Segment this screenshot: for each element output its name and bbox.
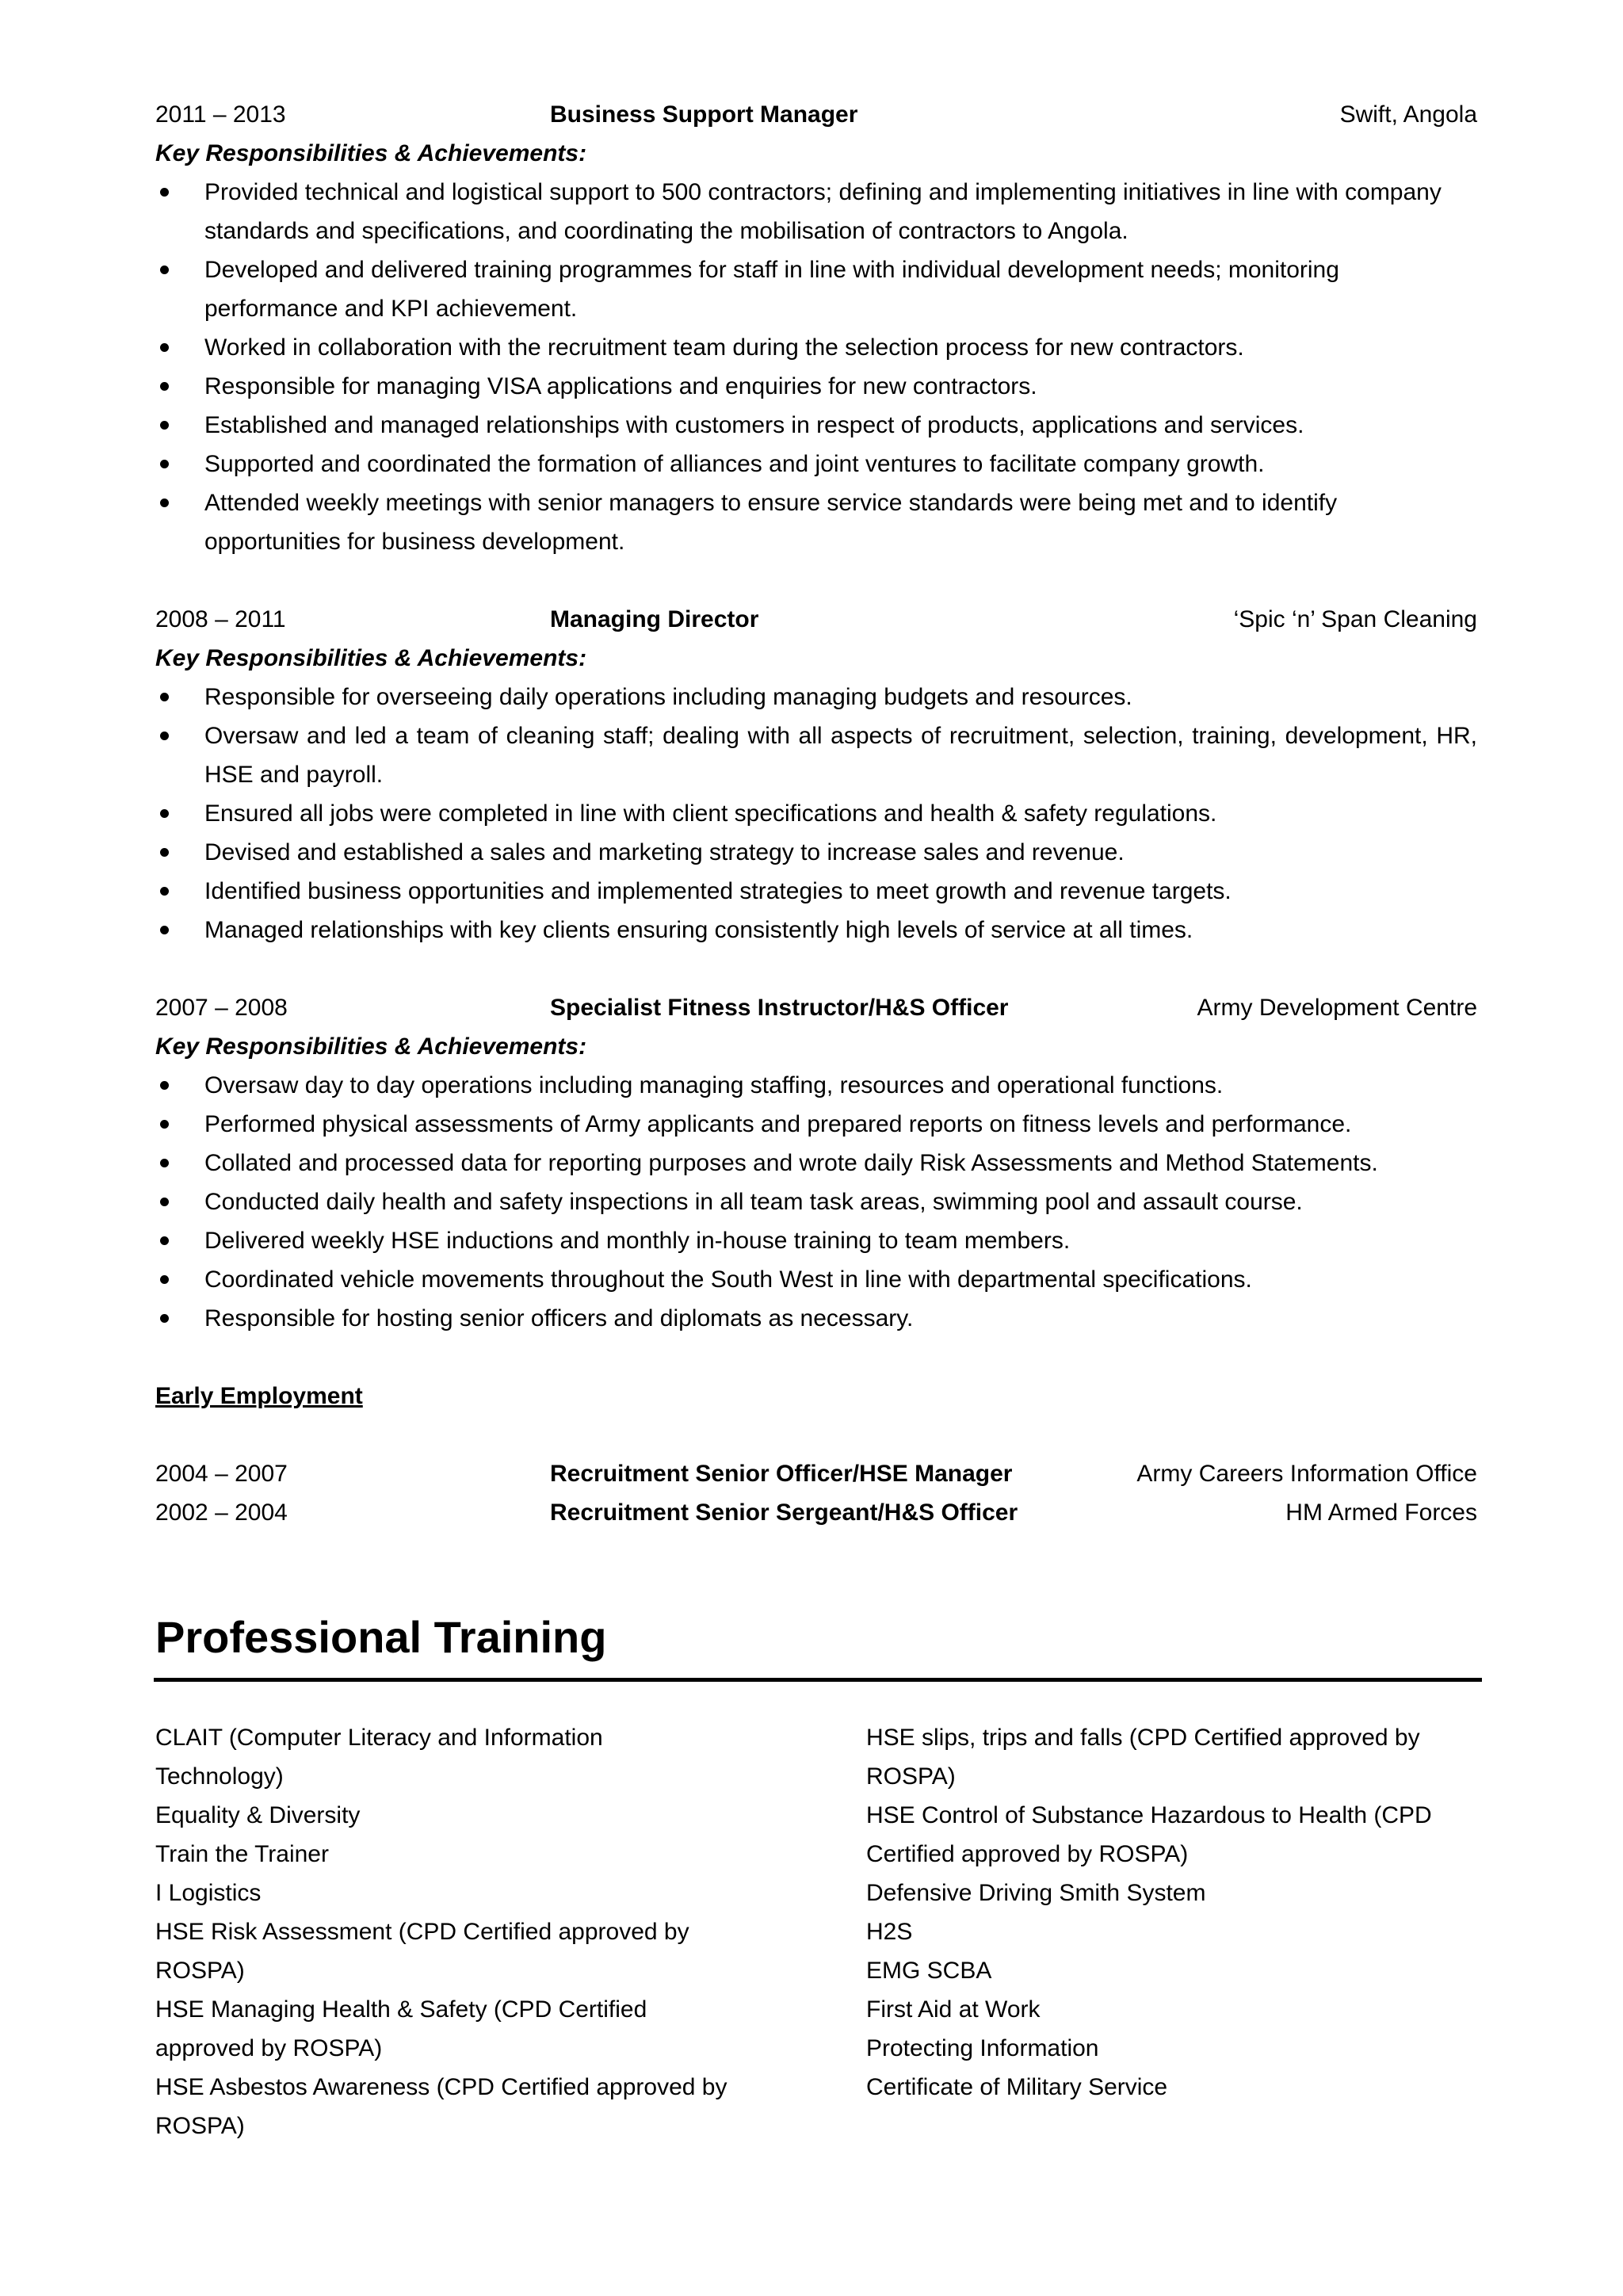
list-item-text: Established and managed relationships with customers in respect of products, applications and services. bbox=[204, 412, 1304, 438]
list-item bbox=[155, 250, 1477, 328]
training-item: CLAIT (Computer Literacy and Information Technology) bbox=[155, 1725, 603, 1790]
job-dates: 2008 – 2011 bbox=[155, 606, 286, 632]
training-item: HSE Risk Assessment (CPD Certified approved by ROSPA) bbox=[155, 1919, 689, 1984]
bullet-icon bbox=[160, 1081, 169, 1090]
bullet-icon bbox=[160, 343, 169, 352]
list-item bbox=[155, 173, 1477, 250]
bullet-icon bbox=[160, 188, 169, 197]
list-item bbox=[155, 1066, 1477, 1105]
list-item-text: Performed physical assessments of Army applicants and prepared reports on fitness levels and performance. bbox=[204, 1111, 1352, 1137]
bullet-icon bbox=[160, 693, 169, 701]
list-item bbox=[155, 678, 1477, 716]
bullet-icon bbox=[160, 848, 169, 857]
bullet-icon bbox=[160, 809, 169, 818]
job-title: Specialist Fitness Instructor/H&S Officer bbox=[550, 995, 1009, 1021]
training-item: Defensive Driving Smith System bbox=[866, 1880, 1206, 1906]
list-item bbox=[155, 445, 1477, 483]
section-title-professional-training: Professional Training bbox=[154, 1610, 1482, 1682]
job-entry bbox=[155, 988, 1477, 1338]
job-entry bbox=[155, 600, 1477, 949]
list-item bbox=[155, 1260, 1477, 1299]
cv-page bbox=[155, 95, 1477, 2145]
list-item-text: Coordinated vehicle movements throughout the South West in line with departmental specifications. bbox=[204, 1266, 1252, 1293]
training-item: HSE Asbestos Awareness (CPD Certified approved by ROSPA) bbox=[155, 2074, 727, 2139]
bullet-icon bbox=[160, 1120, 169, 1129]
list-item-text: Devised and established a sales and marketing strategy to increase sales and revenue. bbox=[204, 839, 1125, 865]
list-item-text: Identified business opportunities and implemented strategies to meet growth and revenue targets. bbox=[204, 878, 1232, 904]
list-item bbox=[155, 406, 1477, 445]
list-item bbox=[155, 716, 1477, 794]
list-item bbox=[155, 1221, 1477, 1260]
job-header bbox=[155, 600, 1477, 639]
job-title: Recruitment Senior Sergeant/H&S Officer bbox=[550, 1499, 1018, 1526]
bullet-icon bbox=[160, 732, 169, 740]
training-item: Equality & Diversity bbox=[155, 1802, 361, 1828]
list-item bbox=[155, 1299, 1477, 1338]
training-item: First Aid at Work bbox=[866, 1996, 1041, 2023]
list-item bbox=[155, 1144, 1477, 1182]
training-item: HSE slips, trips and falls (CPD Certified approved by ROSPA) bbox=[866, 1725, 1420, 1790]
training-column-left bbox=[155, 1718, 866, 2145]
training-item: HSE Control of Substance Hazardous to Health (CPD Certified approved by ROSPA) bbox=[866, 1802, 1432, 1867]
training-item: Protecting Information bbox=[866, 2035, 1099, 2061]
training-item: Train the Trainer bbox=[155, 1841, 329, 1867]
bullet-icon bbox=[160, 421, 169, 430]
job-title: Managing Director bbox=[550, 606, 759, 632]
early-employment-row bbox=[155, 1454, 1477, 1493]
list-item bbox=[155, 367, 1477, 406]
early-employment-heading: Early Employment bbox=[155, 1383, 363, 1409]
early-employment-row bbox=[155, 1493, 1477, 1532]
training-item: H2S bbox=[866, 1919, 913, 1945]
training-list bbox=[155, 1718, 1477, 2145]
job-dates: 2002 – 2004 bbox=[155, 1499, 288, 1526]
list-item-text: Worked in collaboration with the recruitment team during the selection process for new contractors. bbox=[204, 334, 1244, 361]
list-item-text: Supported and coordinated the formation of alliances and joint ventures to facilitate company growth. bbox=[204, 451, 1265, 477]
list-item bbox=[155, 794, 1477, 833]
list-item bbox=[155, 872, 1477, 911]
list-item-text: Developed and delivered training programmes for staff in line with individual development needs; monitoring performance and KPI achievement. bbox=[204, 257, 1339, 322]
list-item-text: Attended weekly meetings with senior managers to ensure service standards were being met and to identify opportunities for business development. bbox=[204, 490, 1338, 555]
list-item-text: Responsible for hosting senior officers and diplomats as necessary. bbox=[204, 1305, 914, 1331]
responsibilities-list bbox=[155, 173, 1477, 561]
list-item bbox=[155, 911, 1477, 949]
bullet-icon bbox=[160, 460, 169, 468]
list-item-text: Responsible for overseeing daily operations including managing budgets and resources. bbox=[204, 684, 1132, 710]
responsibilities-heading: Key Responsibilities & Achievements: bbox=[155, 645, 587, 671]
list-item bbox=[155, 328, 1477, 367]
bullet-icon bbox=[160, 1159, 169, 1167]
job-company: HM Armed Forces bbox=[1285, 1499, 1477, 1526]
training-item: HSE Managing Health & Safety (CPD Certified approved by ROSPA) bbox=[155, 1996, 647, 2061]
job-dates: 2011 – 2013 bbox=[155, 101, 286, 128]
job-header bbox=[155, 988, 1477, 1027]
job-company: ‘Spic ‘n’ Span Cleaning bbox=[1233, 606, 1477, 632]
job-title: Business Support Manager bbox=[550, 101, 858, 128]
bullet-icon bbox=[160, 1198, 169, 1206]
training-item: Certificate of Military Service bbox=[866, 2074, 1168, 2100]
responsibilities-list bbox=[155, 1066, 1477, 1338]
job-company: Army Careers Information Office bbox=[1136, 1461, 1477, 1487]
bullet-icon bbox=[160, 382, 169, 391]
list-item bbox=[155, 483, 1477, 561]
list-item-text: Conducted daily health and safety inspections in all team task areas, swimming pool and assault course. bbox=[204, 1189, 1303, 1215]
list-item-text: Oversaw day to day operations including managing staffing, resources and operational functions. bbox=[204, 1072, 1224, 1098]
list-item-text: Responsible for managing VISA applications and enquiries for new contractors. bbox=[204, 373, 1037, 399]
bullet-icon bbox=[160, 266, 169, 274]
bullet-icon bbox=[160, 1236, 169, 1245]
list-item-text: Managed relationships with key clients ensuring consistently high levels of service at all times. bbox=[204, 917, 1193, 943]
list-item-text: Ensured all jobs were completed in line with client specifications and health & safety regulations. bbox=[204, 800, 1217, 827]
responsibilities-heading: Key Responsibilities & Achievements: bbox=[155, 1033, 587, 1060]
training-item: I Logistics bbox=[155, 1880, 262, 1906]
list-item-text: Collated and processed data for reporting purposes and wrote daily Risk Assessments and Method Statements. bbox=[204, 1150, 1378, 1176]
job-header bbox=[155, 95, 1477, 134]
job-dates: 2007 – 2008 bbox=[155, 995, 288, 1021]
list-item-text: Delivered weekly HSE inductions and monthly in-house training to team members. bbox=[204, 1228, 1071, 1254]
bullet-icon bbox=[160, 926, 169, 934]
bullet-icon bbox=[160, 499, 169, 507]
job-company: Army Development Centre bbox=[1197, 995, 1477, 1021]
responsibilities-list bbox=[155, 678, 1477, 949]
job-dates: 2004 – 2007 bbox=[155, 1461, 288, 1487]
bullet-icon bbox=[160, 1314, 169, 1323]
training-item: EMG SCBA bbox=[866, 1958, 992, 1984]
job-entry bbox=[155, 95, 1477, 561]
list-item-text: Oversaw and led a team of cleaning staff; dealing with all aspects of recruitment, selection, training, development, HR, HSE and payroll. bbox=[204, 723, 1477, 788]
list-item-text: Provided technical and logistical support to 500 contractors; defining and implementing initiatives in line with company standards and specifications, and coordinating the mobilisation of contractors to Angola. bbox=[204, 179, 1442, 244]
responsibilities-heading: Key Responsibilities & Achievements: bbox=[155, 140, 587, 166]
list-item bbox=[155, 1182, 1477, 1221]
job-title: Recruitment Senior Officer/HSE Manager bbox=[550, 1461, 1013, 1487]
job-company: Swift, Angola bbox=[1339, 101, 1477, 128]
list-item bbox=[155, 1105, 1477, 1144]
list-item bbox=[155, 833, 1477, 872]
bullet-icon bbox=[160, 887, 169, 896]
training-column-right bbox=[866, 1718, 1477, 2145]
bullet-icon bbox=[160, 1275, 169, 1284]
